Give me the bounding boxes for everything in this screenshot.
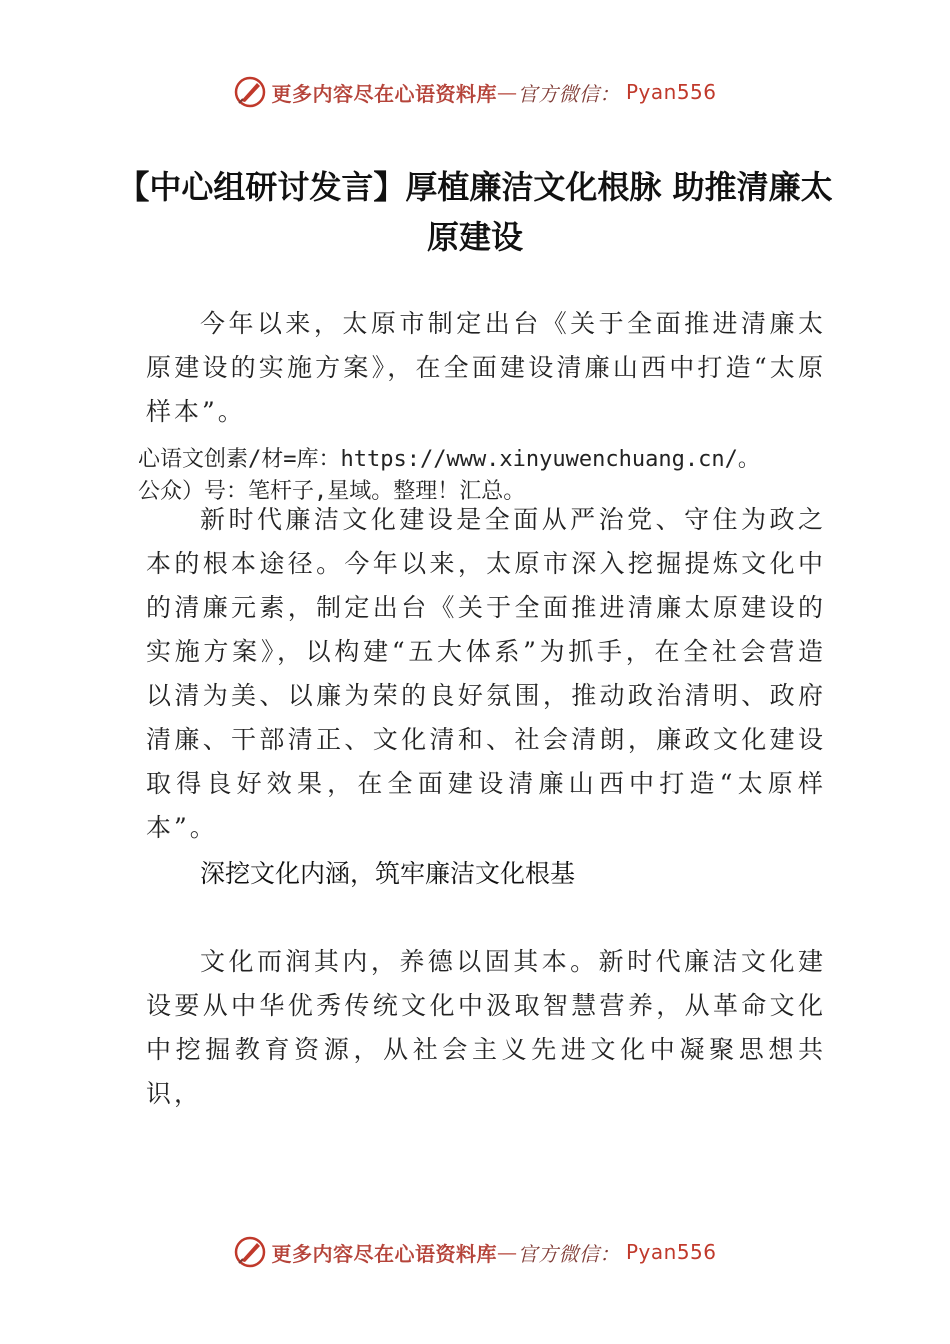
section-heading: 深挖文化内涵，筑牢廉洁文化根基	[200, 859, 576, 888]
banner-brand: 更多内容尽在心语资料库	[271, 1241, 497, 1266]
banner-separator: —	[496, 1240, 518, 1264]
header-banner	[0, 72, 950, 112]
banner-wechat-id: Pyan556	[625, 1240, 717, 1264]
paragraph-1: 今年以来，太原市制定出台《关于全面推进清廉太原建设的实施方案》，在全面建设清廉山西中打造“太原样本”。	[146, 309, 826, 426]
banner-label: 官方微信：	[517, 1241, 620, 1266]
document-title: 【中心组研讨发言】厚植廉洁文化根脉 助推清廉太原建设	[117, 168, 833, 256]
quill-pen-logo-icon	[233, 1235, 267, 1269]
banner-separator: —	[496, 80, 518, 104]
paragraph-3: 文化而润其内，养德以固其本。新时代廉洁文化建设要从中华优秀传统文化中汲取智慧营养，从革命文化中挖掘教育资源，从社会主义先进文化中凝聚思想共识，	[146, 947, 826, 1108]
source-note-line-1: 心语文创素/材=库：https://www.xinyuwenchuang.cn/。	[138, 447, 760, 472]
banner-wechat-id: Pyan556	[625, 80, 717, 104]
banner-brand: 更多内容尽在心语资料库	[271, 81, 497, 106]
banner-label: 官方微信：	[517, 81, 620, 106]
source-note-line-2: 公众）号：笔杆子,星域。整理！汇总。	[138, 479, 526, 504]
quill-pen-logo-icon	[233, 75, 267, 109]
footer-banner	[0, 1232, 950, 1272]
paragraph-2: 新时代廉洁文化建设是全面从严治党、守住为政之本的根本途径。今年以来，太原市深入挖掘提炼文化中的清廉元素，制定出台《关于全面推进清廉太原建设的实施方案》，以构建“五大体系”为抓手，在全社会营造以清为美、以廉为荣的良好氛围，推动政治清明、政府清廉、干部清正、文化清和、社会清朗，廉政文化建设取得良好效果，在全面建设清廉山西中打造“太原样本”。	[146, 505, 826, 842]
